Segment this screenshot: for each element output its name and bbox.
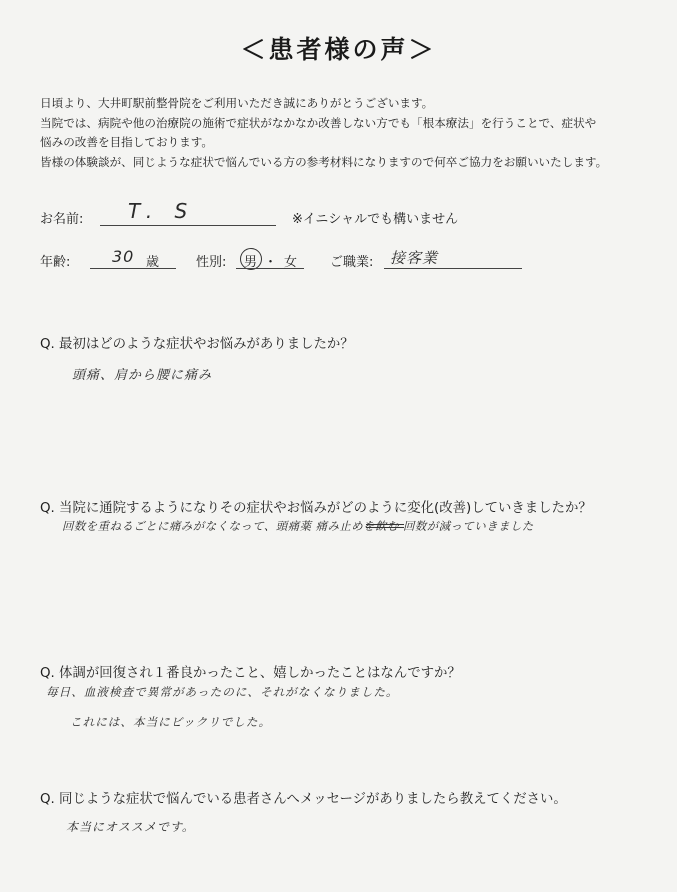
question-1: Q. 最初はどのような症状やお悩みがありましたか？ <box>40 337 354 352</box>
question-2: Q. 当院に通院するようになりその症状やお悩みがどのように変化(改善)していきましたか？ <box>40 501 592 516</box>
page-title: ＜患者様の声＞ <box>240 35 437 64</box>
age-value: 30 <box>112 247 135 266</box>
intro-line: 当院では、病院や他の治療院の施術で症状がなかなか改善しない方でも「根本療法」を行うことで、症状や <box>40 115 597 130</box>
job-label: ご職業: <box>330 255 374 270</box>
gender-circle-mark <box>240 248 262 270</box>
name-underline <box>100 225 276 226</box>
answer-3-line-1: 毎日、血液検査で異常があったのに、それがなくなりました。 <box>46 685 399 699</box>
age-underline <box>90 268 176 269</box>
answer-3-line-2: これには、本当にビックリでした。 <box>70 715 272 729</box>
question-3: Q. 体調が回復され１番良かったこと、嬉しかったことはなんですか？ <box>40 666 461 681</box>
strikethrough-mark <box>366 524 404 525</box>
initial-note: ※イニシャルでも構いません <box>292 212 459 227</box>
gender-label: 性別: <box>196 255 227 270</box>
job-value: 接客業 <box>390 249 439 267</box>
question-4: Q. 同じような症状で悩んでいる患者さんへメッセージがありましたら教えてください。 <box>40 792 567 807</box>
intro-line: 悩みの改善を目指しております。 <box>40 135 213 149</box>
answer-1-line-1: 頭痛、肩から腰に痛み <box>72 368 213 383</box>
job-underline <box>384 268 522 269</box>
intro-text <box>40 94 665 172</box>
answer-4-line-1: 本当にオススメです。 <box>66 820 195 834</box>
age-label: 年齢: <box>40 255 71 270</box>
name-value: T. S <box>128 199 196 223</box>
age-unit: 歳 <box>146 255 160 270</box>
strikethrough-mark <box>366 527 404 528</box>
answer-2-line-1: 回数を重ねるごとに痛みがなくなって、頭痛薬 痛み止めを飲む 回数が減っていきました <box>62 519 534 533</box>
intro-line: 日頃より、大井町駅前整骨院をご利用いただき誠にありがとうございます。 <box>40 96 434 110</box>
intro-line: 皆様の体験談が、同じような症状で悩んでいる方の参考材料になりますので何卒ご協力をお願いいたします。 <box>40 154 608 169</box>
gender-female: 女 <box>284 255 298 270</box>
gender-separator: ・ <box>264 255 278 270</box>
name-label: お名前: <box>40 212 84 227</box>
gender-male: 男 <box>244 255 258 270</box>
gender-underline <box>236 268 304 269</box>
